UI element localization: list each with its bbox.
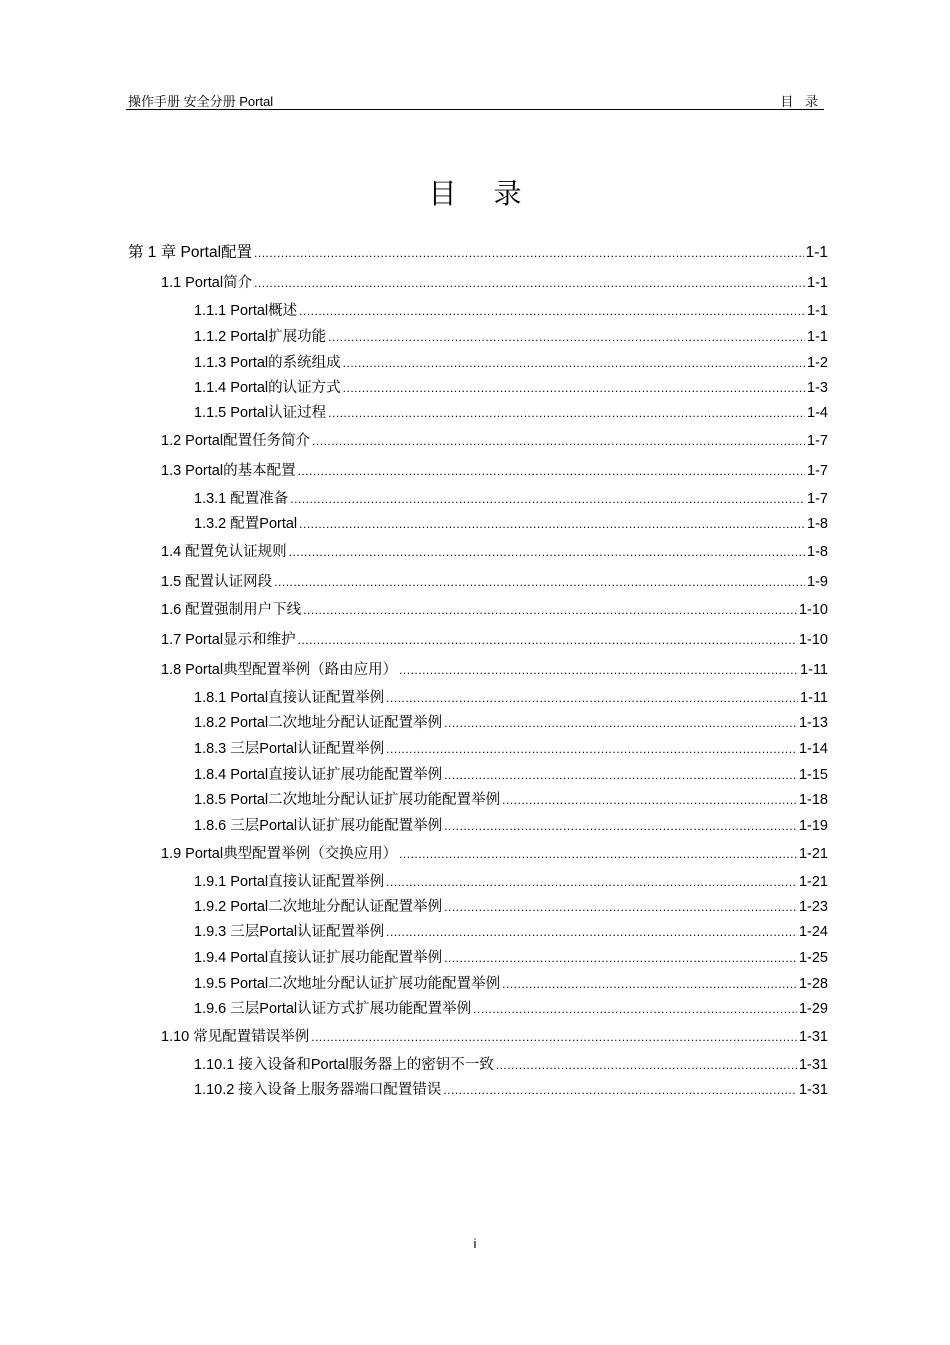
toc-dot-leader	[254, 244, 804, 262]
toc-dot-leader	[254, 274, 805, 292]
toc-entry-page: 1-29	[798, 1001, 828, 1017]
toc-entry[interactable]	[128, 949, 828, 967]
toc-entry-title: 1.4 配置免认证规则	[161, 544, 287, 560]
toc-entry-page: 1-10	[798, 602, 828, 618]
toc-entry-title: 1.9.3 三层Portal认证配置举例	[194, 924, 385, 940]
page-header	[126, 89, 824, 110]
toc-dot-leader	[496, 1056, 797, 1074]
toc-entry[interactable]	[128, 462, 828, 480]
toc-entry[interactable]	[128, 328, 828, 346]
toc-dot-leader	[343, 379, 805, 397]
toc-dot-leader	[290, 490, 805, 508]
toc-dot-leader	[502, 791, 797, 809]
toc-entry-title: 1.10.2 接入设备上服务器端口配置错误	[194, 1082, 442, 1098]
toc-entry[interactable]	[128, 661, 828, 679]
toc-dot-leader	[399, 845, 797, 863]
toc-dot-leader	[386, 740, 797, 758]
toc-entry-page: 1-21	[798, 846, 828, 862]
toc-entry-title: 1.8.6 三层Portal认证扩展功能配置举例	[194, 818, 443, 834]
toc-entry-title: 1.10 常见配置错误举例	[161, 1029, 310, 1045]
toc-dot-leader	[502, 975, 797, 993]
header-section-name: 目 录	[780, 94, 822, 109]
toc-entry-page: 1-3	[807, 380, 828, 396]
toc-entry-title: 1.8.3 三层Portal认证配置举例	[194, 741, 385, 757]
toc-entry-title: 1.1 Portal简介	[161, 275, 253, 291]
toc-entry-page: 1-18	[798, 792, 828, 808]
toc-entry[interactable]	[128, 791, 828, 809]
toc-entry-title: 1.1.2 Portal扩展功能	[194, 329, 327, 345]
toc-dot-leader	[444, 898, 797, 916]
toc-dot-leader	[298, 462, 805, 480]
toc-entry-title: 1.8.2 Portal二次地址分配认证配置举例	[194, 715, 443, 731]
toc-entry-page: 1-4	[807, 405, 828, 421]
toc-entry-page: 1-11	[800, 662, 828, 678]
toc-dot-leader	[386, 923, 797, 941]
toc-dot-leader	[444, 817, 797, 835]
toc-entry[interactable]	[128, 244, 828, 262]
toc-dot-leader	[303, 601, 797, 619]
toc-entry-title: 1.1.5 Portal认证过程	[194, 405, 327, 421]
toc-entry-page: 1-11	[800, 690, 828, 706]
toc-entry-page: 1-13	[798, 715, 828, 731]
toc-entry-page: 1-7	[807, 463, 828, 479]
toc-entry-title: 1.7 Portal显示和维护	[161, 632, 296, 648]
toc-entry-title: 第 1 章 Portal配置	[128, 244, 253, 261]
toc-entry-title: 1.1.4 Portal的认证方式	[194, 380, 341, 396]
toc-dot-leader	[328, 328, 805, 346]
page-title: 目 录	[428, 177, 536, 210]
toc-entry-title: 1.9.1 Portal直接认证配置举例	[194, 874, 385, 890]
toc-dot-leader	[343, 354, 805, 372]
toc-dot-leader	[311, 1028, 797, 1046]
toc-entry[interactable]	[128, 975, 828, 993]
toc-dot-leader	[399, 661, 798, 679]
toc-dot-leader	[444, 949, 797, 967]
toc-entry-title: 1.9 Portal典型配置举例（交换应用）	[161, 846, 398, 862]
toc-dot-leader	[473, 1000, 797, 1018]
toc-entry[interactable]	[128, 1000, 828, 1018]
toc-entry[interactable]	[128, 766, 828, 784]
toc-entry[interactable]	[128, 689, 828, 707]
toc-entry[interactable]	[128, 1056, 828, 1074]
toc-entry-page: 1-23	[798, 899, 828, 915]
toc-entry-page: 1-7	[807, 433, 828, 449]
toc-entry-title: 1.3 Portal的基本配置	[161, 463, 296, 479]
toc-entry[interactable]	[128, 354, 828, 372]
toc-entry[interactable]	[128, 404, 828, 422]
toc-entry-page: 1-31	[798, 1057, 828, 1073]
toc-dot-leader	[299, 302, 805, 320]
toc-entry[interactable]	[128, 490, 828, 508]
toc-entry-page: 1-28	[798, 976, 828, 992]
toc-entry-title: 1.6 配置强制用户下线	[161, 602, 302, 618]
toc-entry[interactable]	[128, 543, 828, 561]
toc-entry[interactable]	[128, 1028, 828, 1046]
toc-dot-leader	[274, 573, 805, 591]
toc-entry[interactable]	[128, 845, 828, 863]
toc-entry[interactable]	[128, 1081, 828, 1099]
toc-entry-title: 1.8 Portal典型配置举例（路由应用）	[161, 662, 398, 678]
toc-entry-title: 1.3.2 配置Portal	[194, 516, 298, 532]
toc-entry[interactable]	[128, 923, 828, 941]
toc-entry-title: 1.8.4 Portal直接认证扩展功能配置举例	[194, 767, 443, 783]
toc-entry-page: 1-1	[807, 329, 828, 345]
toc-entry[interactable]	[128, 601, 828, 619]
toc-entry[interactable]	[128, 573, 828, 591]
toc-entry-title: 1.1.3 Portal的系统组成	[194, 355, 341, 371]
toc-entry-page: 1-1	[805, 244, 828, 261]
toc-entry-title: 1.8.1 Portal直接认证配置举例	[194, 690, 385, 706]
toc-entry[interactable]	[128, 274, 828, 292]
toc-entry-title: 1.9.4 Portal直接认证扩展功能配置举例	[194, 950, 443, 966]
toc-entry-page: 1-15	[798, 767, 828, 783]
toc-entry-page: 1-8	[807, 544, 828, 560]
toc-entry-page: 1-2	[807, 355, 828, 371]
toc-entry[interactable]	[128, 740, 828, 758]
toc-entry[interactable]	[128, 817, 828, 835]
toc-entry[interactable]	[128, 898, 828, 916]
toc-entry-title: 1.10.1 接入设备和Portal服务器上的密钥不一致	[194, 1057, 494, 1073]
toc-dot-leader	[328, 404, 805, 422]
toc-entry[interactable]	[128, 302, 828, 320]
toc-dot-leader	[444, 714, 797, 732]
toc-dot-leader	[386, 689, 798, 707]
toc-entry-page: 1-7	[807, 491, 828, 507]
toc-entry-page: 1-10	[798, 632, 828, 648]
page-number: i	[473, 1236, 477, 1251]
toc-entry[interactable]	[128, 432, 828, 450]
toc-entry-title: 1.5 配置认证网段	[161, 574, 273, 590]
toc-entry-title: 1.3.1 配置准备	[194, 491, 289, 507]
toc-entry-title: 1.8.5 Portal二次地址分配认证扩展功能配置举例	[194, 792, 501, 808]
toc-dot-leader	[298, 631, 797, 649]
toc-entry-title: 1.9.6 三层Portal认证方式扩展功能配置举例	[194, 1001, 472, 1017]
toc-entry[interactable]	[128, 379, 828, 397]
toc-entry-page: 1-1	[807, 275, 828, 291]
toc-entry-title: 1.2 Portal配置任务简介	[161, 433, 311, 449]
toc-entry-page: 1-1	[807, 303, 828, 319]
toc-dot-leader	[299, 515, 805, 533]
toc-entry-page: 1-31	[798, 1029, 828, 1045]
toc-entry-page: 1-8	[807, 516, 828, 532]
toc-entry[interactable]	[128, 873, 828, 891]
toc-entry-title: 1.1.1 Portal概述	[194, 303, 298, 319]
toc-dot-leader	[289, 543, 805, 561]
toc-dot-leader	[386, 873, 797, 891]
toc-dot-leader	[444, 766, 797, 784]
header-document-title: 操作手册 安全分册 Portal	[128, 94, 274, 109]
toc-entry-page: 1-19	[798, 818, 828, 834]
toc-entry-title: 1.9.2 Portal二次地址分配认证配置举例	[194, 899, 443, 915]
toc-entry-page: 1-31	[798, 1082, 828, 1098]
toc-entry-page: 1-21	[798, 874, 828, 890]
toc-entry[interactable]	[128, 515, 828, 533]
toc-entry-page: 1-24	[798, 924, 828, 940]
toc-entry-page: 1-14	[798, 741, 828, 757]
toc-entry[interactable]	[128, 631, 828, 649]
toc-entry[interactable]	[128, 714, 828, 732]
toc-entry-page: 1-25	[798, 950, 828, 966]
toc-entry-title: 1.9.5 Portal二次地址分配认证扩展功能配置举例	[194, 976, 501, 992]
toc-dot-leader	[312, 432, 805, 450]
toc-dot-leader	[443, 1081, 797, 1099]
toc-entry-page: 1-9	[807, 574, 828, 590]
